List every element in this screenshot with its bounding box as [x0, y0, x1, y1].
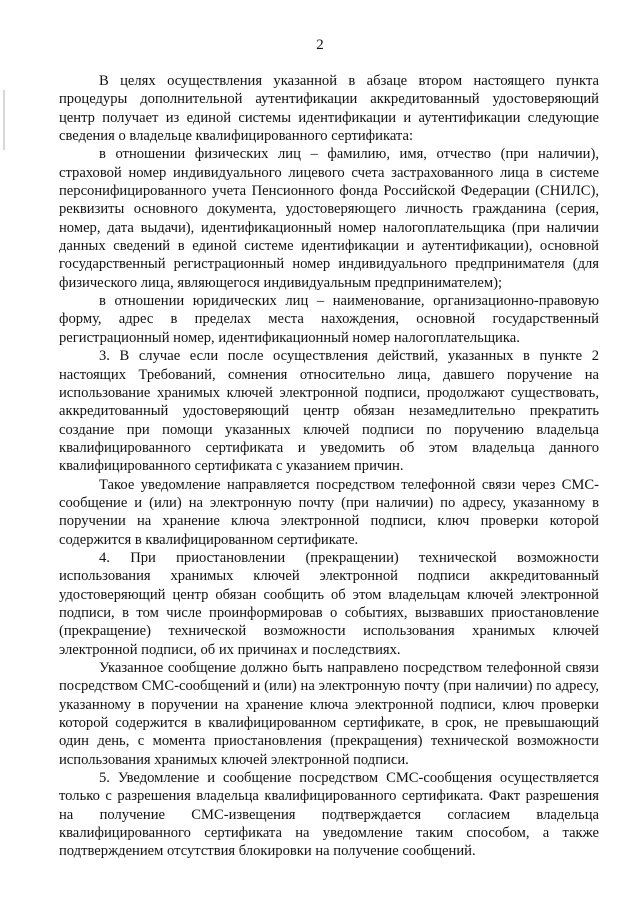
document-body [59, 72, 599, 861]
scan-edge-mark [3, 90, 5, 150]
paragraph-notification-channel: Такое уведомление направляется посредством телефонной связи через СМС-сообщение и (или) на электронную почту (при наличии) по адресу, указанному в поручении на хранение ключа электронной подписи, ключ проверки которой содержится в квалифицированном сертификате. [59, 476, 599, 548]
paragraph-legal-entities: в отношении юридических лиц – наименование, организационно-правовую форму, адрес в пределах места нахождения, основной государственный регистрационный номер, идентификационный номер налогоплательщика. [59, 293, 599, 346]
paragraph-clause-4: 4. При приостановлении (прекращении) технической возможности использования хранимых ключей электронной подписи аккредитованный удостоверяющий центр обязан сообщить об этом владельцам ключей электронной подписи, в том числе проинформировав о событиях, вызвавших приостановление (прекращение) технической возможности использования хранимых ключей электронной подписи, об их причинах и последствиях. [59, 549, 599, 658]
paragraph-clause-5: 5. Уведомление и сообщение посредством СМС-сообщения осуществляется только с разрешения владельца квалифицированного сертификата. Факт разрешения на получение СМС-извещения подтверждается согласием владельца квалифицированного сертификата на уведомление таким способом, а также подтверждением отсутствия блокировки на получение сообщений. [59, 770, 599, 860]
paragraph-authentication-intro: В целях осуществления указанной в абзаце втором настоящего пункта процедуры дополнительной аутентификации аккредитованный удостоверяющий центр получает из единой системы идентификации и аутентификации следующие сведения о владельце квалифицированного сертификата: [59, 73, 599, 145]
page-number: 2 [316, 37, 324, 53]
paragraph-clause-3: 3. В случае если после осуществления действий, указанных в пункте 2 настоящих Требований, сомнения относительно лица, давшего поручение на использование хранимых ключей электронной подписи, продолжают существовать, аккредитованный удостоверяющий центр обязан незамедлительно прекратить создание при помощи указанных ключей подписи по поручению владельца квалифицированного сертификата и уведомить об этом владельца данного квалифицированного сертификата с указанием причин. [59, 348, 599, 475]
paragraph-individuals: в отношении физических лиц – фамилию, имя, отчество (при наличии), страховой номер индивидуального лицевого счета застрахованного лица в системе персонифицированного учета Пенсионного фонда Российской Федерации (СНИЛС), реквизиты основного документа, удостоверяющего личность гражданина (серия, номер, дата выдачи), идентификационный номер налогоплательщика (при наличии данных сведений в единой системе идентификации и аутентификации), основной государственный регистрационный номер индивидуального предпринимателя (для физического лица, являющегося индивидуальным предпринимателем); [59, 146, 599, 291]
paragraph-message-delivery: Указанное сообщение должно быть направлено посредством телефонной связи посредством СМС-сообщений и (или) на электронную почту (при наличии) по адресу, указанному в поручении на хранение ключа электронной подписи, ключ проверки которой содержится в квалифицированном сертификате, в срок, не превышающий один день, с момента приостановления (прекращения) технической возможности использования хранимых ключей электронной подписи. [59, 660, 599, 768]
